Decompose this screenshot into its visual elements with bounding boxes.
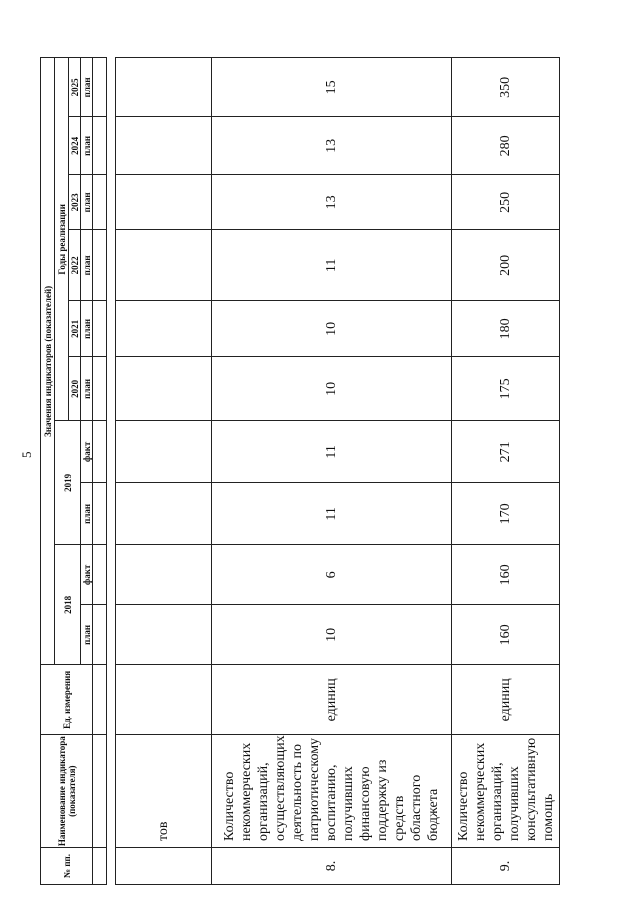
cell-2018-plan: 10: [212, 605, 452, 665]
header-2019: 2019: [55, 421, 81, 545]
continuation-row: [116, 58, 212, 885]
cell-2019-fact: 11: [212, 421, 452, 483]
gap-row: [107, 58, 116, 885]
row-name: Количество некоммерческих организаций, получивших консультативную помощь: [452, 735, 560, 848]
header-plan: план: [81, 230, 93, 301]
cell-2024: 280: [452, 117, 560, 175]
cell-2019-plan: 170: [452, 483, 560, 545]
cell-2019-plan: 11: [212, 483, 452, 545]
header-y2023: 2023: [69, 175, 81, 230]
header-num: № пп.: [41, 848, 93, 885]
cell-2021: 180: [452, 301, 560, 357]
page-number: 5: [19, 451, 34, 458]
row-unit: единиц: [212, 665, 452, 735]
header-y2020: 2020: [69, 357, 81, 421]
header-fact: факт: [81, 545, 93, 605]
header-y2022: 2022: [69, 230, 81, 301]
header-underline-row: [93, 58, 107, 885]
cell-2023: 13: [212, 175, 452, 230]
header-plan: план: [81, 175, 93, 230]
cell-2025: 15: [212, 58, 452, 117]
cell-2022: 200: [452, 230, 560, 301]
header-values: Значения индикаторов (показателей): [41, 58, 55, 665]
row-unit: единиц: [452, 665, 560, 735]
header-name: Наименование индикатора (показателя): [41, 735, 93, 848]
table-row: [212, 58, 452, 885]
continuation-text: тов: [116, 735, 212, 848]
header-plan: план: [81, 605, 93, 665]
cell-2018-fact: 6: [212, 545, 452, 605]
cell-2025: 350: [452, 58, 560, 117]
cell-2024: 13: [212, 117, 452, 175]
header-plan: план: [81, 357, 93, 421]
header-2018: 2018: [55, 545, 81, 665]
indicators-table: [40, 57, 560, 885]
cell-2022: 11: [212, 230, 452, 301]
header-plan: план: [81, 117, 93, 175]
row-num: 8.: [212, 848, 452, 885]
rotated-page: [19, 30, 625, 885]
cell-2018-fact: 160: [452, 545, 560, 605]
table-row: [452, 58, 560, 885]
header-fact: факт: [81, 421, 93, 483]
header-unit: Ед. измерения: [41, 665, 93, 735]
header-y2024: 2024: [69, 117, 81, 175]
header-y2025: 2025: [69, 58, 81, 117]
cell-2018-plan: 160: [452, 605, 560, 665]
header-plan: план: [81, 301, 93, 357]
row-name: Количество некоммерческих организаций, осуществляющих деятельность по патриотическому воспитанию, получивших финансовую поддержку из средств областного бюджета: [212, 735, 452, 848]
cell-2023: 250: [452, 175, 560, 230]
cell-2019-fact: 271: [452, 421, 560, 483]
header-plan: план: [81, 483, 93, 545]
cell-2021: 10: [212, 301, 452, 357]
row-num: 9.: [452, 848, 560, 885]
cell-2020: 10: [212, 357, 452, 421]
header-years-impl: Годы реализации: [55, 58, 69, 421]
cell-2020: 175: [452, 357, 560, 421]
header-y2021: 2021: [69, 301, 81, 357]
header-plan: план: [81, 58, 93, 117]
